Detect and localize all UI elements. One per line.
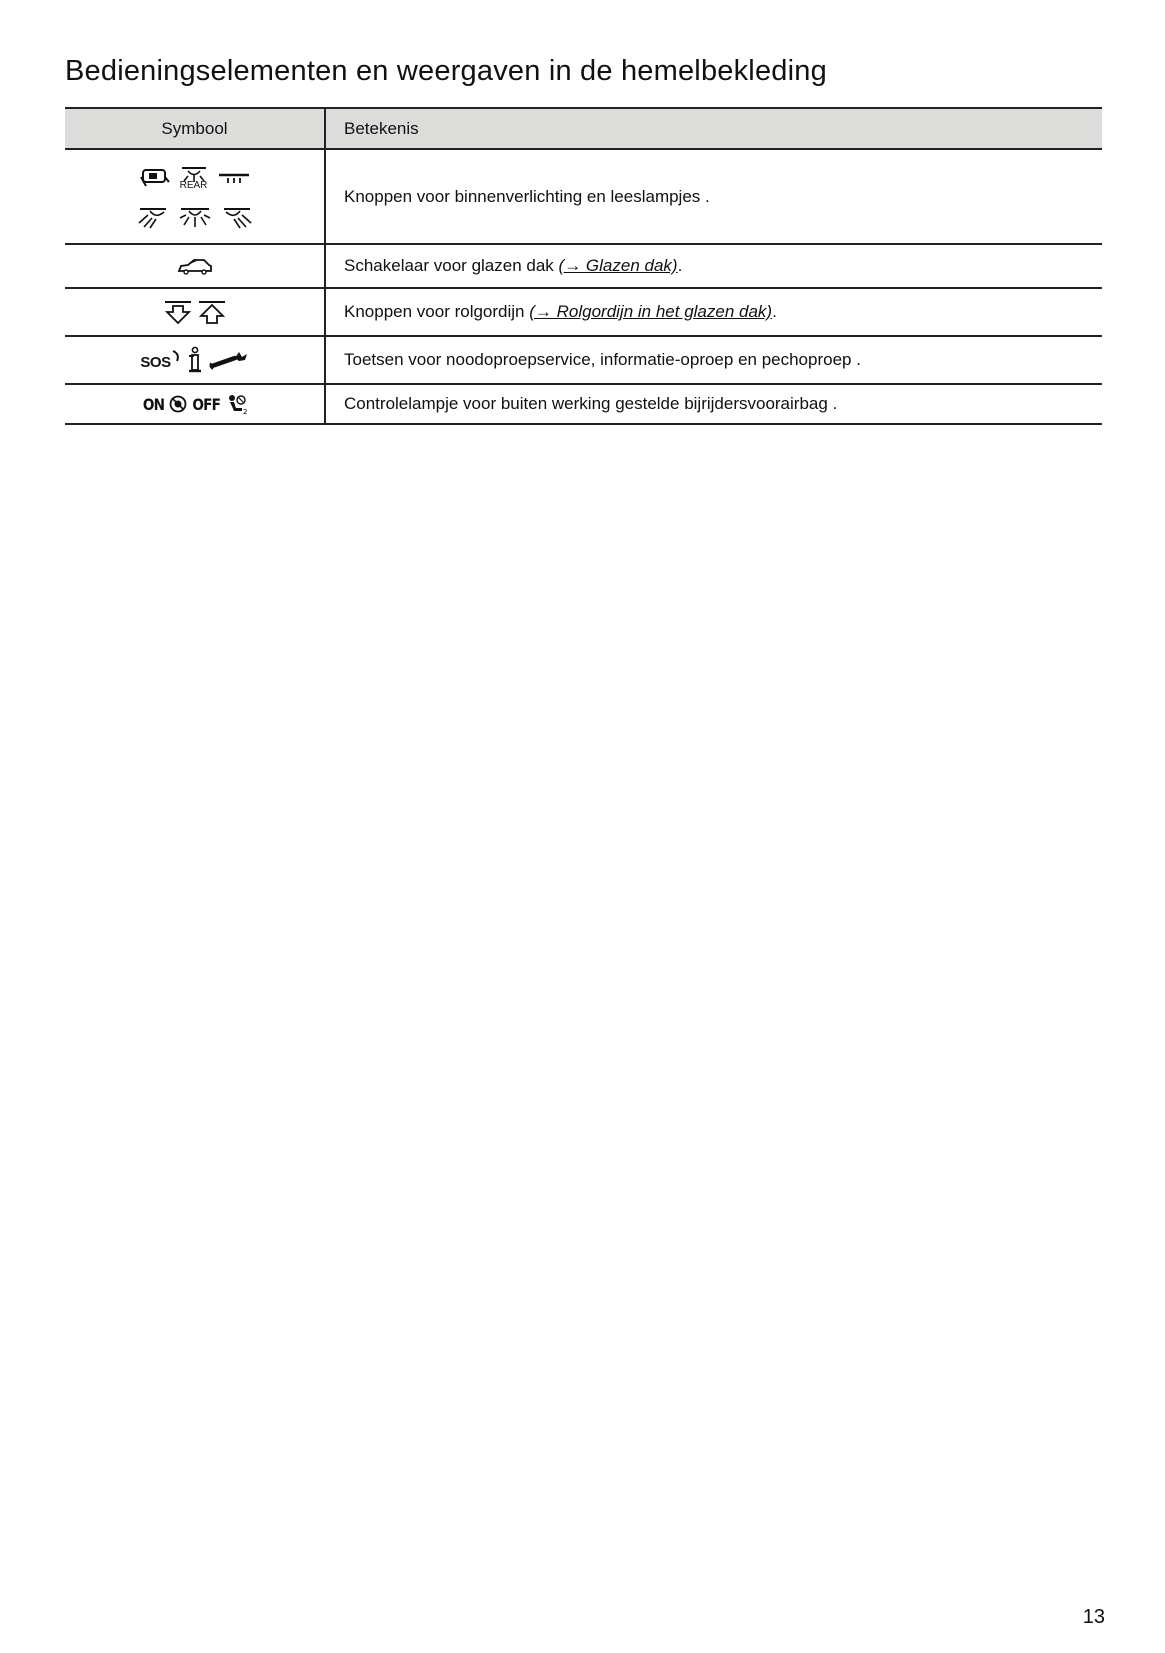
sunblind-link[interactable]: (→ Rolgordijn in het glazen dak)	[529, 302, 773, 321]
symbol-cell	[65, 288, 325, 336]
info-call-icon	[187, 346, 203, 374]
header-symbol: Symbool	[65, 108, 325, 149]
symbol-cell	[65, 244, 325, 288]
meaning-suffix: .	[772, 302, 777, 321]
table-row	[65, 384, 1102, 424]
meaning-suffix: .	[677, 256, 683, 275]
airbag-on-label: ON	[143, 394, 165, 414]
symbol-cell	[65, 336, 325, 384]
airbag-status-icon	[169, 395, 187, 413]
sunblind-up-icon	[197, 299, 227, 325]
page-number: 13	[1082, 1606, 1105, 1628]
table-row	[65, 244, 1102, 288]
glass-roof-icon	[177, 257, 213, 275]
meaning-text: Knoppen voor binnenverlichting en leeslampjes .	[344, 186, 710, 206]
interior-light-icon	[178, 205, 212, 229]
symbol-table	[65, 107, 1102, 425]
meaning-text: Schakelaar voor glazen dak	[344, 256, 559, 275]
reading-light-right-icon	[220, 205, 254, 229]
rear-light-group	[179, 165, 209, 191]
table-row	[65, 149, 1102, 244]
table-row	[65, 336, 1102, 384]
meaning-cell	[325, 336, 1102, 384]
rear-label: REAR	[179, 179, 208, 191]
symbol-cell	[65, 384, 325, 424]
meaning-cell	[325, 244, 1102, 288]
meaning-cell	[325, 288, 1102, 336]
dome-light-off-icon	[217, 169, 251, 187]
table-header-row	[65, 108, 1102, 149]
meaning-cell	[325, 384, 1102, 424]
symbol-cell	[65, 149, 325, 244]
meaning-text: Controlelampje voor buiten werking gestelde bijrijdersvoorairbag .	[344, 394, 838, 413]
meaning-text: Knoppen voor rolgordijn	[344, 302, 530, 321]
breakdown-call-icon	[209, 349, 249, 371]
passenger-airbag-icon	[226, 393, 248, 415]
meaning-cell	[325, 149, 1102, 244]
interior-light-door-icon	[139, 167, 171, 189]
svg-text:2: 2	[242, 408, 248, 415]
meaning-text: Toetsen voor noodoproepservice, informatie-oproep en pechoproep .	[344, 350, 861, 369]
sos-label: SOS	[140, 354, 171, 371]
airbag-off-label: OFF	[192, 394, 221, 414]
sunblind-down-icon	[163, 299, 193, 325]
table-row	[65, 288, 1102, 336]
sos-call-icon	[140, 349, 180, 371]
reading-light-left-icon	[136, 205, 170, 229]
glass-roof-link[interactable]: (→ Glazen dak)	[558, 256, 678, 275]
phone-handset-icon	[171, 349, 181, 363]
page-title: Bedieningselementen en weergaven in de hemelbekleding	[65, 55, 827, 87]
header-meaning: Betekenis	[325, 108, 1102, 149]
